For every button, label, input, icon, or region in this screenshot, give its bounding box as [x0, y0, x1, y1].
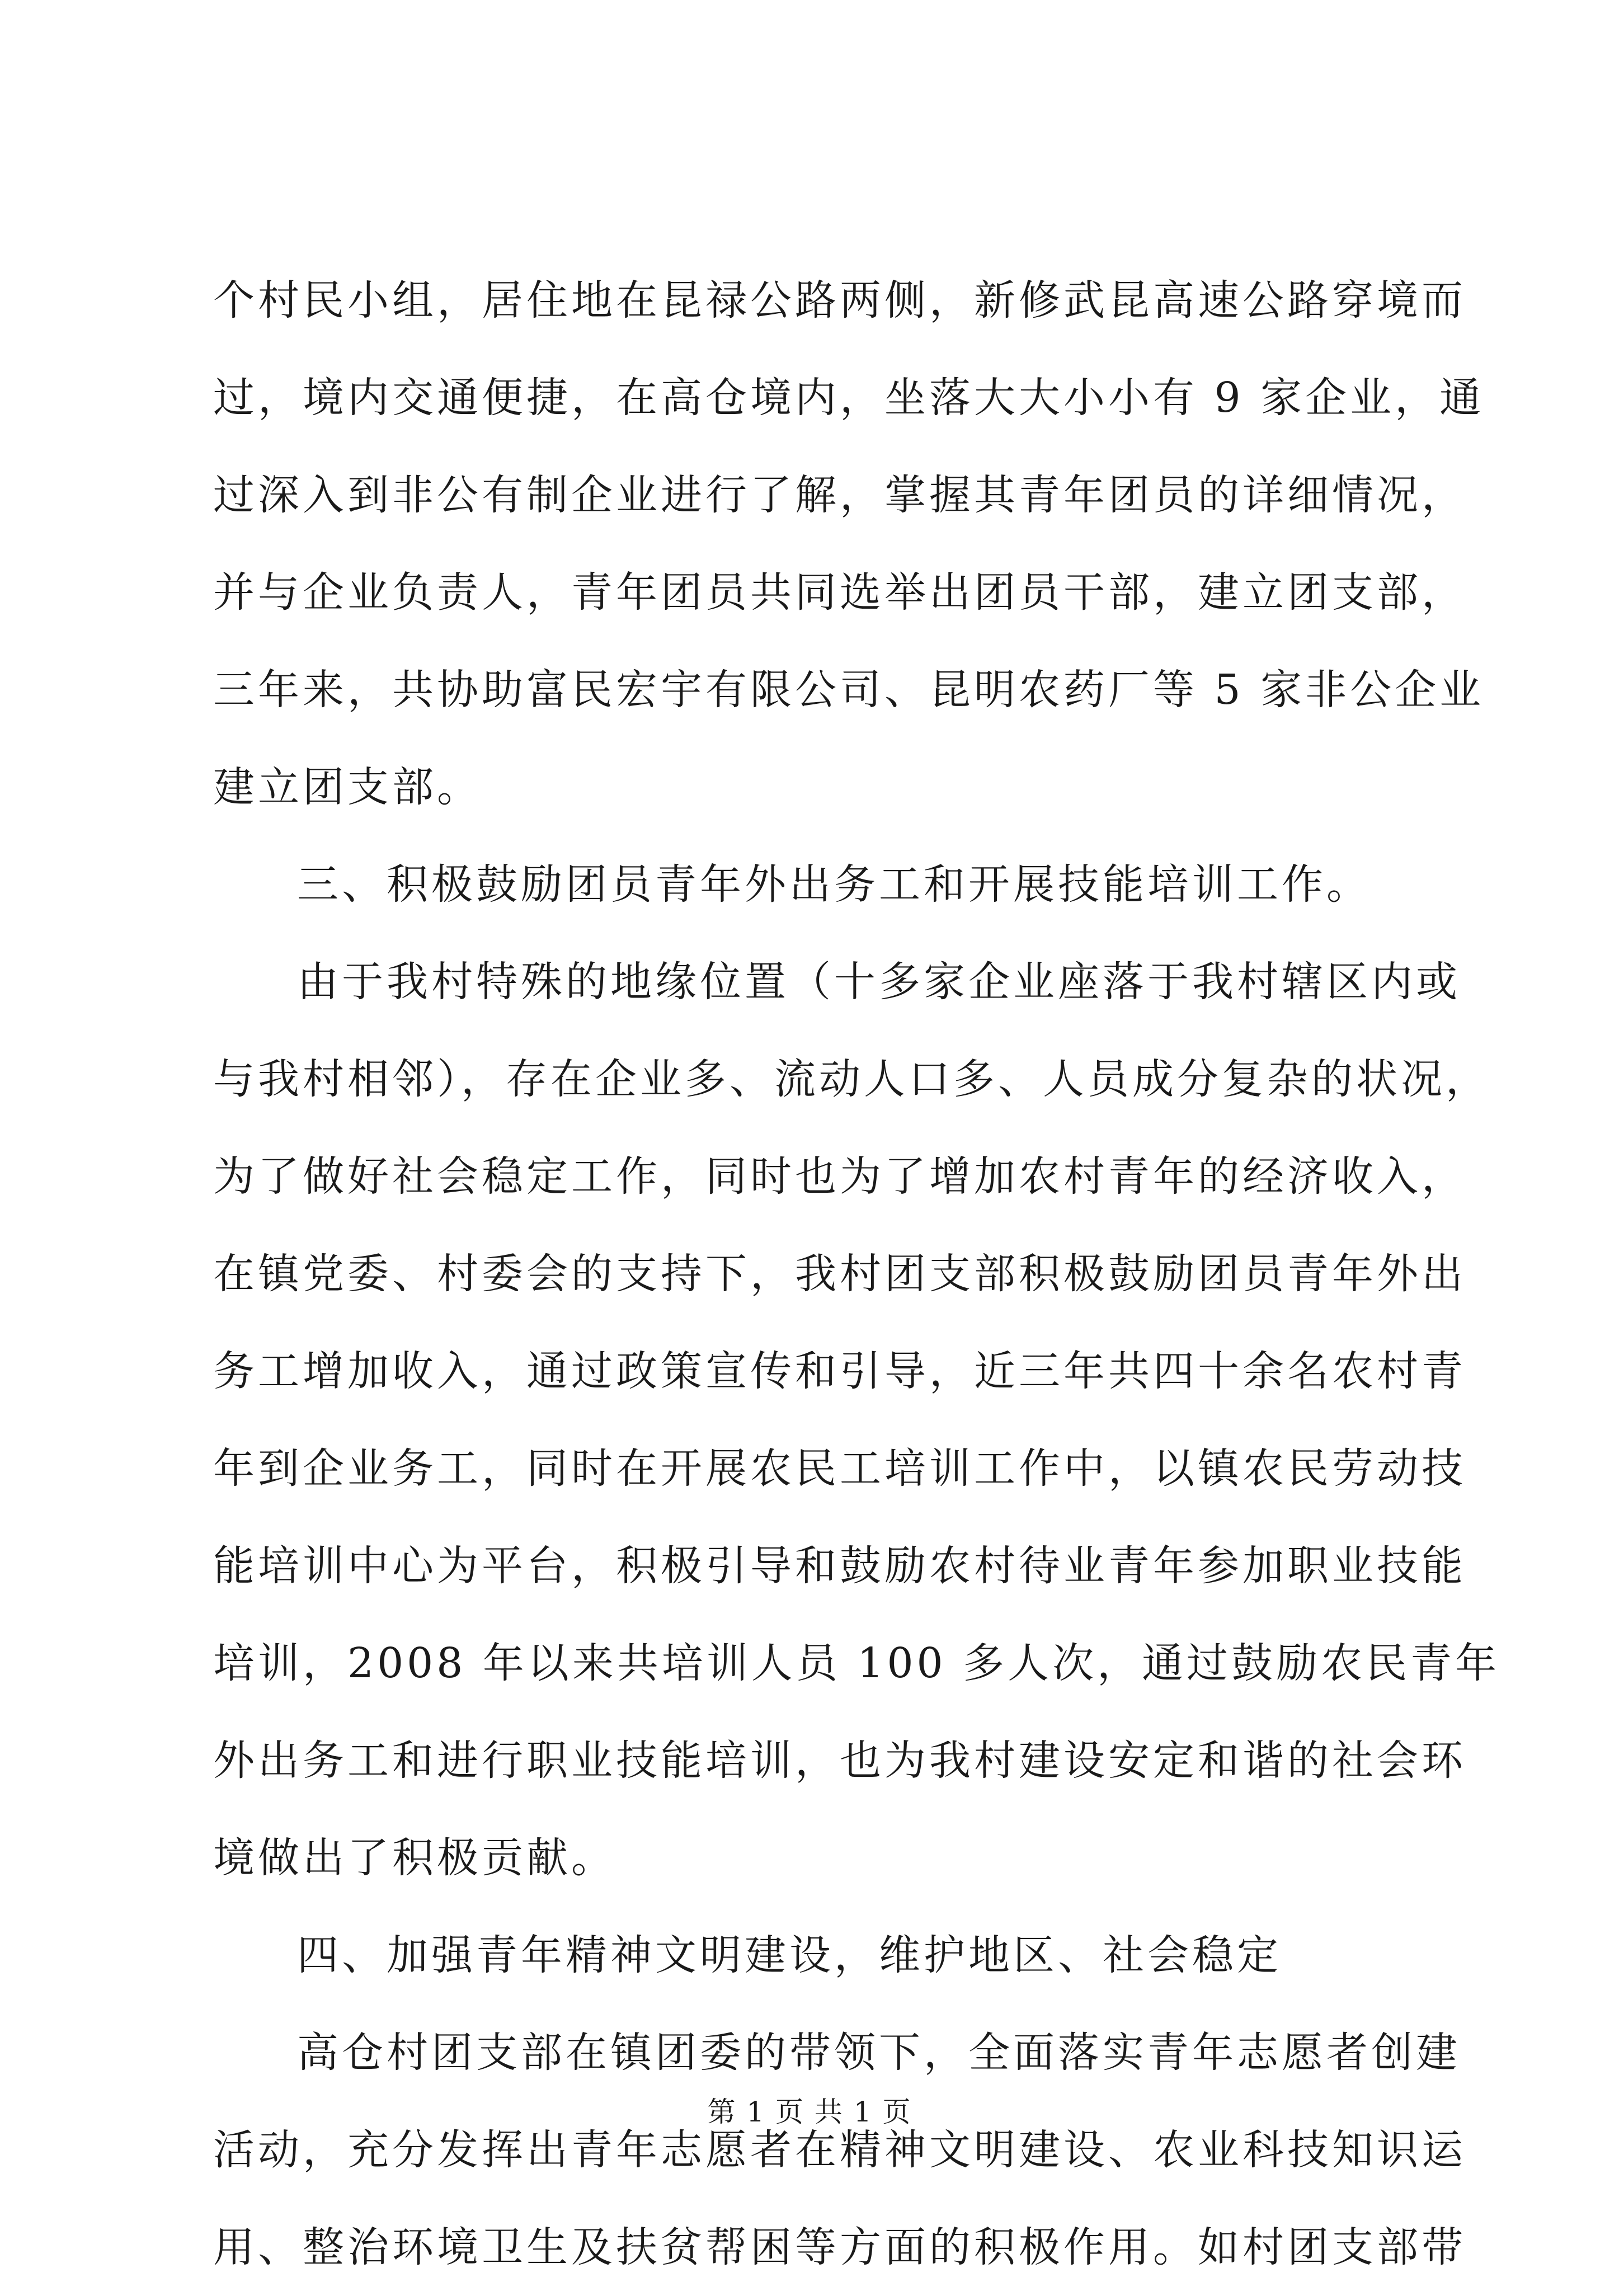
text-line: 并与企业负责人，青年团员共同选举出团员干部，建立团支部，: [213, 568, 1466, 617]
text-line: 过深入到非公有制企业进行了解，掌握其青年团员的详细情况，: [213, 471, 1466, 519]
text-line: 三年来，共协助富民宏宇有限公司、昆明农药厂等 5 家非公企业: [213, 666, 1485, 714]
text-line: 高仓村团支部在镇团委的带领下，全面落实青年志愿者创建: [297, 2029, 1461, 2077]
text-line: 由于我村特殊的地缘位置（十多家企业座落于我村辖区内或: [297, 958, 1461, 1006]
text-line: 境做出了积极贡献。: [213, 1834, 616, 1882]
text-line: 培训，2008 年以来共培训人员 100 多人次，通过鼓励农民青年: [213, 1639, 1500, 1687]
section-heading: 四、加强青年精神文明建设，维护地区、社会稳定: [297, 1931, 1282, 1979]
text-line: 能培训中心为平台，积极引导和鼓励农村待业青年参加职业技能: [213, 1542, 1466, 1590]
section-heading: 三、积极鼓励团员青年外出务工和开展技能培训工作。: [297, 860, 1371, 909]
text-line: 外出务工和进行职业技能培训，也为我村建设安定和谐的社会环: [213, 1737, 1466, 1785]
page-number-footer: 第 1 页 共 1 页: [707, 2096, 912, 2128]
text-line: 务工增加收入，通过政策宣传和引导，近三年共四十余名农村青: [213, 1347, 1466, 1395]
text-line: 活动，充分发挥出青年志愿者在精神文明建设、农业科技知识运: [213, 2126, 1466, 2174]
text-line: 与我村相邻），存在企业多、流动人口多、人员成分复杂的状况，: [213, 1055, 1490, 1103]
body-text: [213, 252, 1500, 2296]
text-line: 建立团支部。: [213, 763, 482, 811]
text-line: 过，境内交通便捷，在高仓境内，坐落大大小小有 9 家企业，通: [213, 374, 1485, 422]
text-line: 用、整治环境卫生及扶贫帮困等方面的积极作用。如村团支部带: [213, 2223, 1466, 2271]
text-line: 为了做好社会稳定工作，同时也为了增加农村青年的经济收入，: [213, 1152, 1466, 1201]
text-line: 个村民小组，居住地在昆禄公路两侧，新修武昆高速公路穿境而: [213, 276, 1466, 324]
text-line: 在镇党委、村委会的支持下，我村团支部积极鼓励团员青年外出: [213, 1250, 1466, 1298]
text-line: 年到企业务工，同时在开展农民工培训工作中，以镇农民劳动技: [213, 1445, 1466, 1493]
